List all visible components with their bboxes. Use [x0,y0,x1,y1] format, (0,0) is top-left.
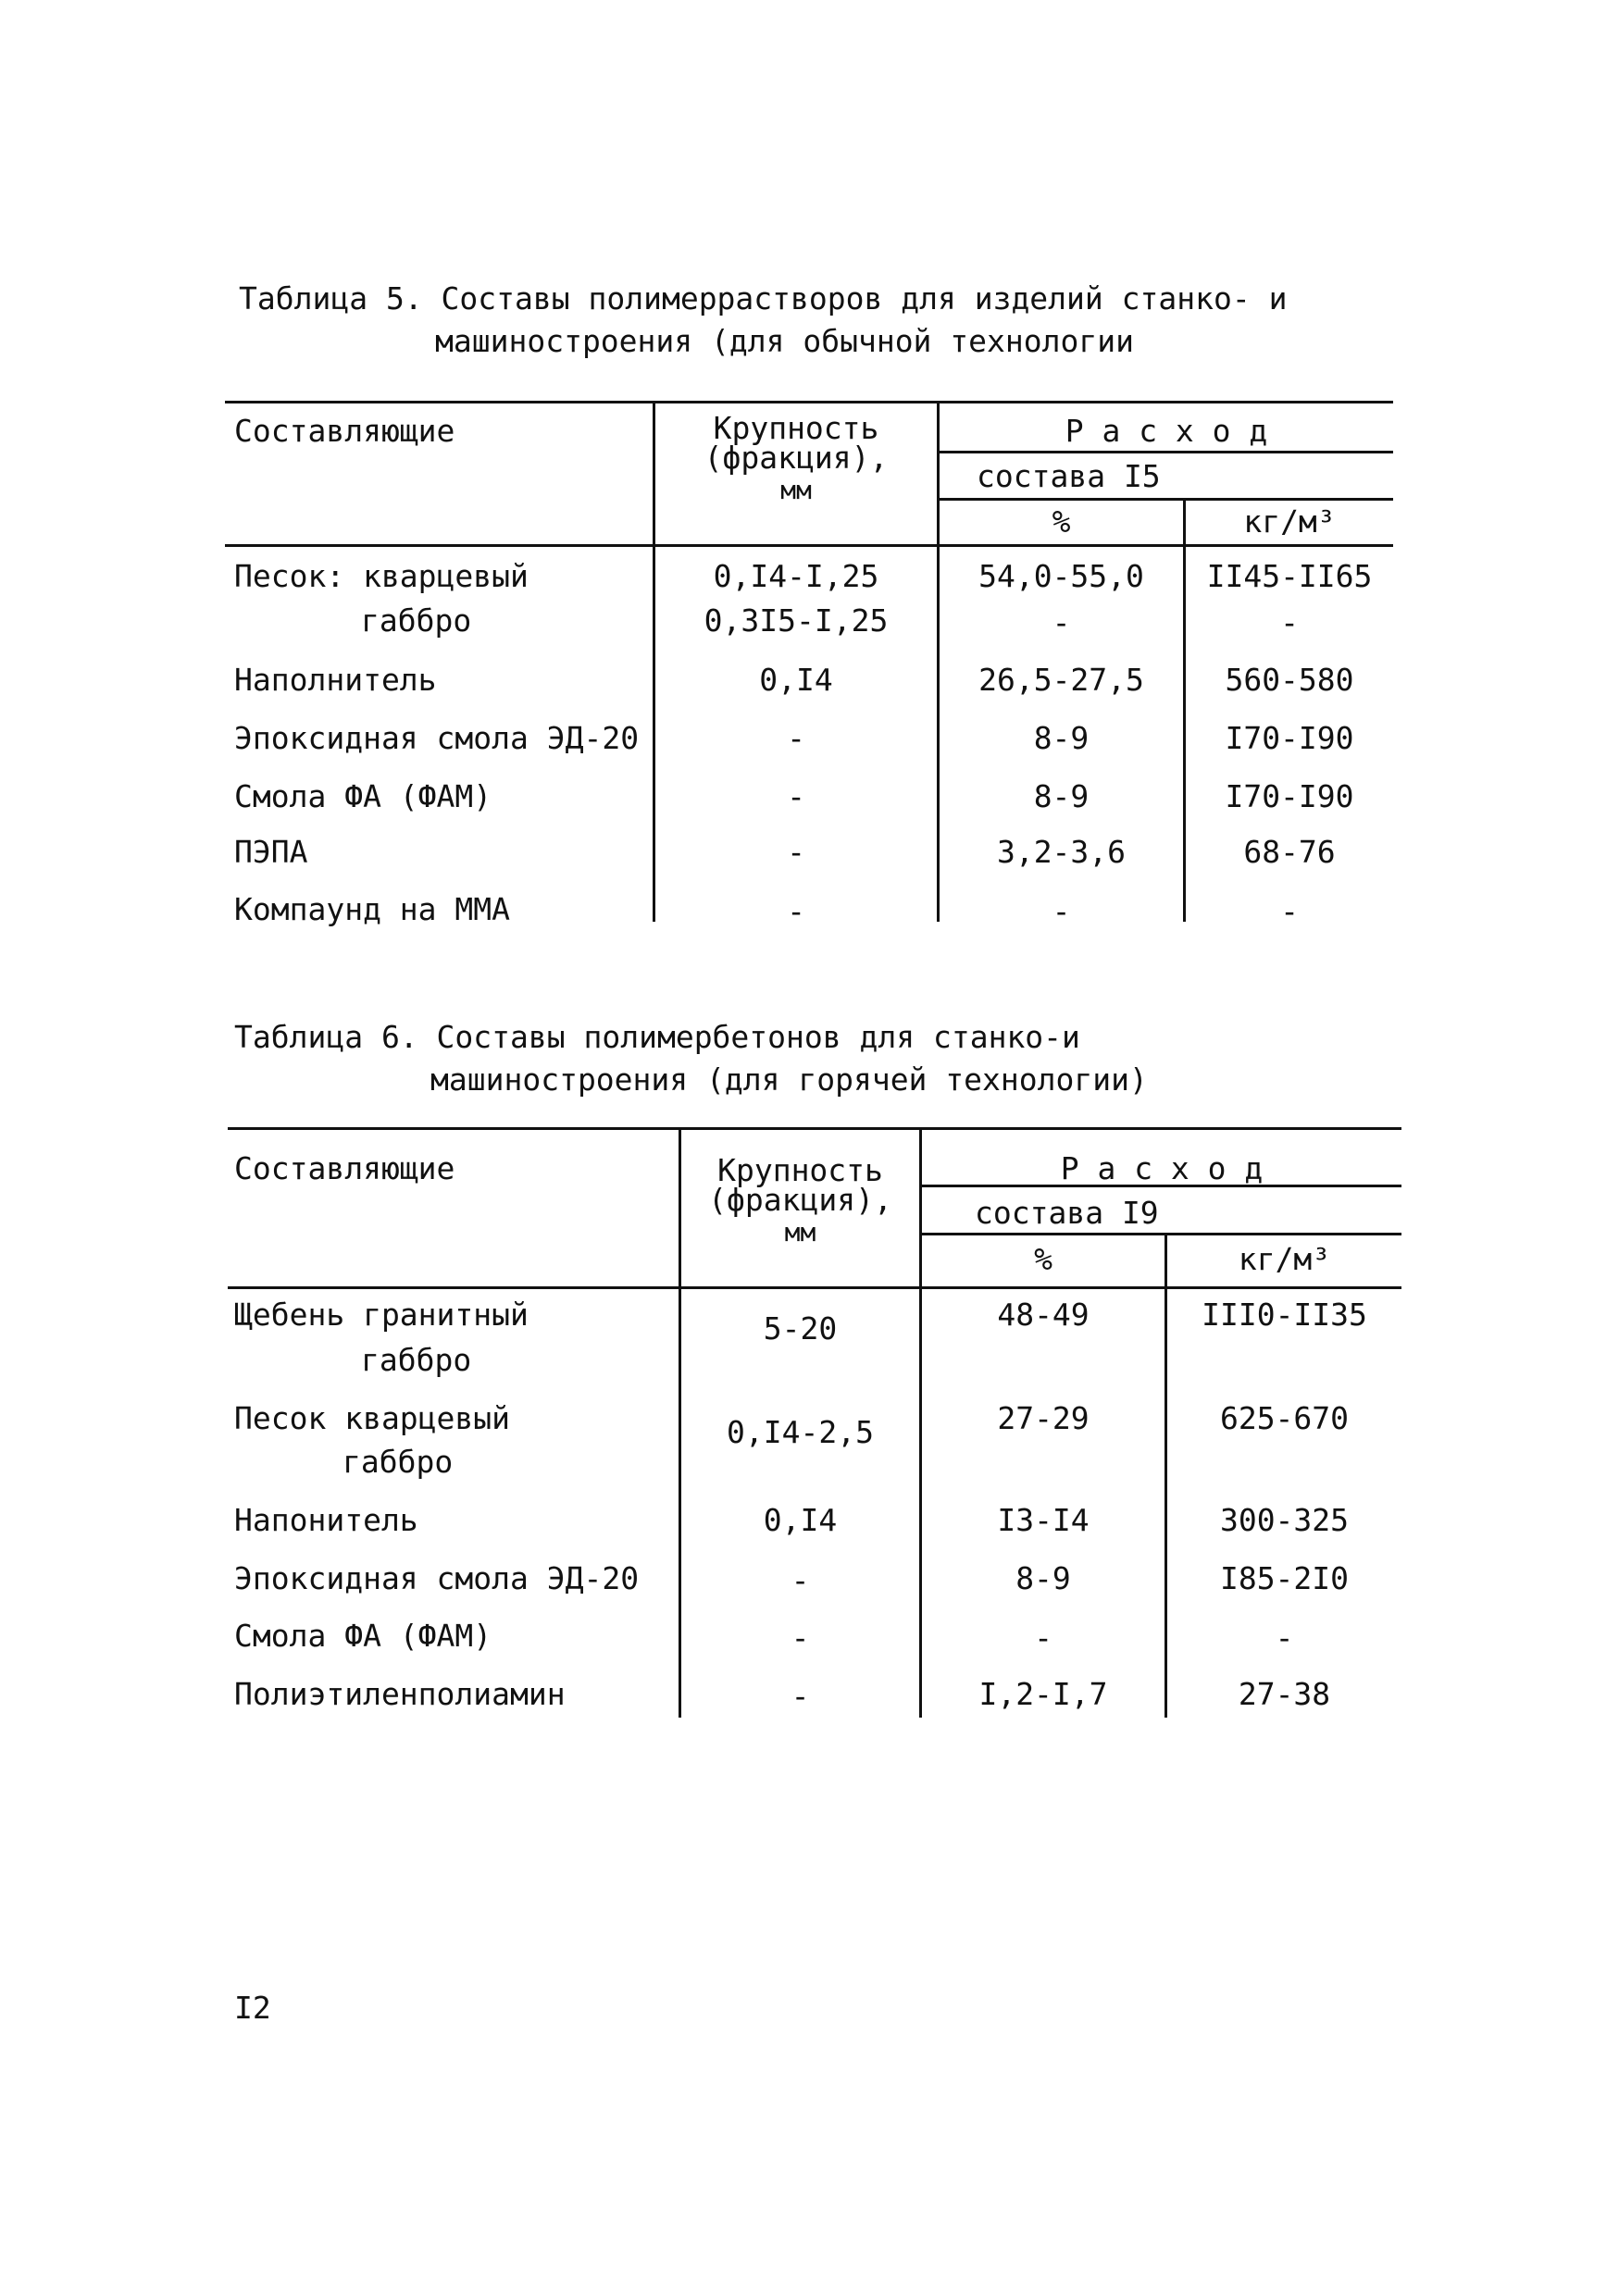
page-number: I2 [234,1990,271,2026]
table6-caption [234,1016,1148,1101]
table5-row7-kg: - [1280,893,1299,929]
table6-row2-kg: 625-670 [1219,1400,1350,1436]
table6-row3-kg: 300-325 [1219,1502,1350,1538]
table5-row6-size: - [787,834,805,870]
table6-row2-percent: 27-29 [997,1400,1090,1436]
table6-top-rule [228,1127,1401,1130]
table5-caption-line1: Таблица 5. Составы полимеррастворов для изделий станко- и [239,280,1288,316]
table5-row1-percent: 54,0-55,0 [978,558,1144,594]
table5-header-size-line3: мм [780,475,812,505]
table5-caption [239,278,1287,363]
table5-header-percent: % [1052,503,1071,540]
table5-row1-kg: II45-II65 [1206,558,1373,594]
table5-row4-kg: I70-I90 [1225,720,1354,756]
table6-row4-percent: 8-9 [1015,1560,1071,1596]
table6-row2-name2: габбро [342,1444,454,1480]
table6-row6-kg: 27-38 [1238,1676,1331,1712]
table6-row4-size: - [791,1562,810,1598]
table6-header-bottom-rule [228,1286,1401,1289]
table5-header-kgm3: кг/м³ [1243,503,1336,540]
table5-row6-percent: 3,2-3,6 [996,834,1127,870]
table6-row5-percent: - [1034,1620,1052,1656]
table5-row4-name: Эпоксидная смола ЭД-20 [234,720,640,756]
table6-row3-size: 0,I4 [763,1502,838,1538]
table5-row7-percent: - [1052,893,1071,929]
table6-row2-name: Песок кварцевый [234,1400,511,1436]
table5-row7-name: Компаунд на ММА [234,891,511,927]
table5-row4-percent: 8-9 [1033,720,1090,756]
table5-row2-percent: - [1052,604,1071,640]
table5-top-rule [225,401,1393,403]
table5-row2-size: 0,3I5-I,25 [704,602,889,639]
table6-row2-size: 0,I4-2,5 [727,1414,874,1450]
table6-header-consumption: Р а с х о д [1060,1150,1264,1186]
table5-row4-size: - [787,720,805,756]
table5-row6-name: ПЭПА [234,834,308,870]
table5-row1-name: Песок: кварцевый [234,558,529,594]
table6-header-size-line2: (фракция), [708,1182,892,1218]
table6-header-size-line3: мм [784,1217,816,1247]
table6-header-size-line1: Крупность [717,1152,883,1188]
table6-caption-line2: машиностроения (для горячей технологии) [430,1061,1148,1098]
table5-row5-kg: I70-I90 [1225,778,1354,814]
table5-row1-size: 0,I4-I,25 [713,558,879,594]
table6-row5-size: - [791,1620,810,1656]
table5-header-size-line2: (фракция), [704,440,889,476]
table6-row1-name2: габбро [361,1342,472,1378]
table6-row4-kg: I85-2I0 [1219,1560,1350,1596]
table5-header-size-line1: Крупность [713,410,879,446]
table6-header-composition: состава I9 [975,1195,1159,1231]
table5-row5-name: Смола ФА (ФАМ) [234,778,492,814]
table5-row3-size: 0,I4 [759,662,833,698]
table5-row5-size: - [787,778,805,814]
table6-header-components: Составляющие [234,1150,455,1186]
table5-row7-size: - [787,893,805,929]
table5-row3-kg: 560-580 [1225,662,1354,698]
table6-row1-percent: 48-49 [997,1297,1090,1333]
table5-row2-kg: - [1280,604,1299,640]
table6-row6-size: - [791,1678,810,1714]
table5-row6-kg: 68-76 [1243,834,1336,870]
table6-caption-line1: Таблица 6. Составы полимербетонов для станко-и [234,1019,1080,1055]
table6-row3-percent: I3-I4 [997,1502,1090,1538]
table6-row1-size: 5-20 [763,1310,838,1347]
table6-row5-name: Смола ФА (ФАМ) [234,1618,492,1654]
table5-row3-percent: 26,5-27,5 [978,662,1144,698]
table6-row1-kg: III0-II35 [1202,1297,1367,1333]
table5-row2-name: габбро [361,602,472,639]
table5-header-bottom-rule [225,544,1393,547]
table6-row4-name: Эпоксидная смола ЭД-20 [234,1560,640,1596]
table6-row6-name: Полиэтиленполиамин [234,1676,566,1712]
table5-header-components: Составляющие [234,413,455,449]
table5-row5-percent: 8-9 [1033,778,1090,814]
table6-header-kgm3: кг/м³ [1238,1241,1331,1277]
table5-header-consumption: Р а с х о д [1065,413,1268,449]
table5-row3-name: Наполнитель [234,662,437,698]
table5-header-composition: состава I5 [977,458,1161,494]
table6-row5-kg: - [1275,1620,1294,1656]
table6-header-percent: % [1034,1241,1052,1277]
table6-row6-percent: I,2-I,7 [978,1676,1108,1712]
table5-caption-line2: машиностроения (для обычной технологии [435,323,1134,359]
table6-row1-name: Щебень гранитный [234,1297,529,1333]
table6-row3-name: Напонитель [234,1502,418,1538]
